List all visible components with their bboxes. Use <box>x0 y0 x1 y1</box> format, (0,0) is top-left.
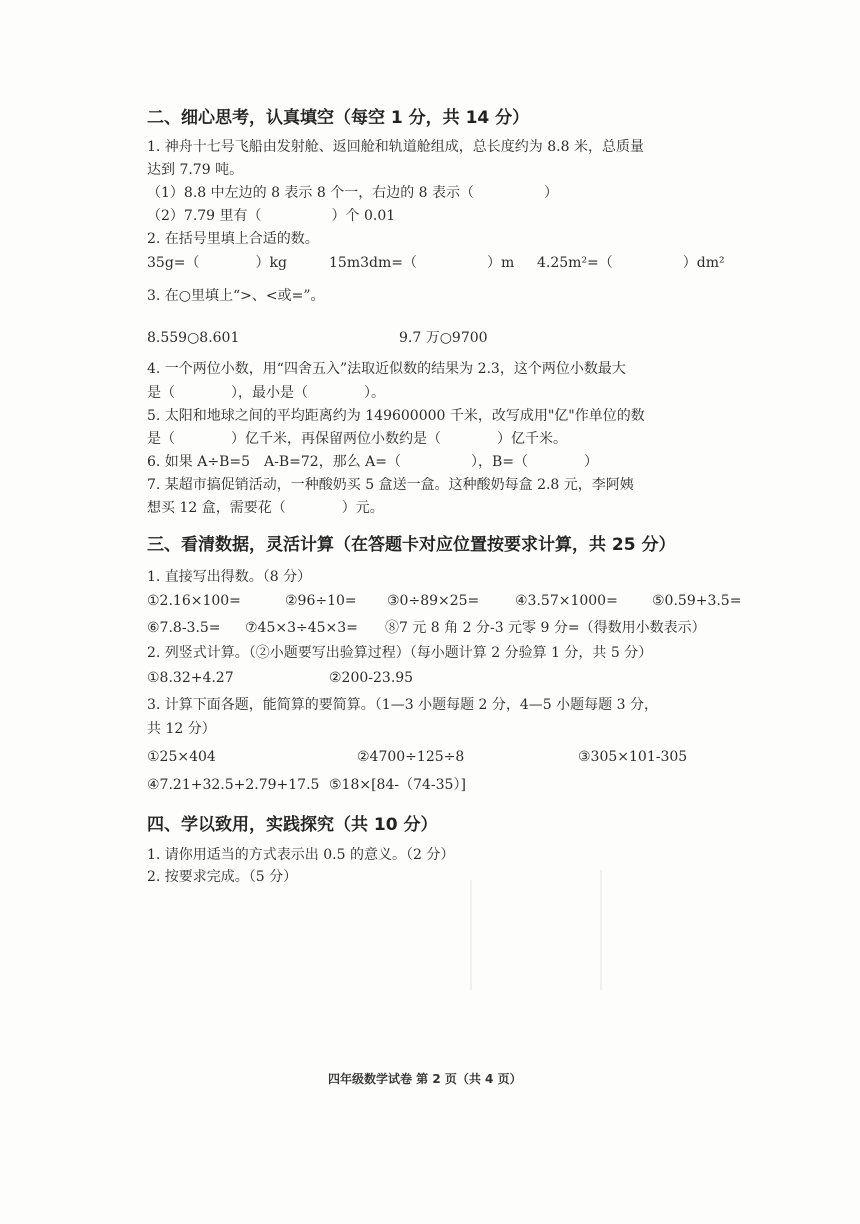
practice-q2: 2. 按要求完成。（5 分） <box>147 869 298 885</box>
q5-line1: 5. 太阳和地球之间的平均距离约为 149600000 千米，改写成用"亿"作单位的数 <box>147 408 645 424</box>
calc-item: ⑥7.8-3.5= <box>147 620 221 636</box>
q1-sub2: （2）7.79 里有（ ）个 0.01 <box>147 208 396 224</box>
q2-item-a: 35g=（ ）kg <box>147 255 287 271</box>
q1-line2: 达到 7.79 吨。 <box>147 162 244 178</box>
scan-smudge <box>470 880 472 990</box>
calc-item: ①8.32+4.27 <box>147 670 234 686</box>
calc-item: ⑤0.59+3.5= <box>652 593 742 609</box>
calc-item: ②96÷10= <box>285 593 357 609</box>
calc-item: ④7.21+32.5+2.79+17.5 <box>147 777 320 793</box>
section2-heading: 二、细心思考，认真填空（每空 1 分，共 14 分） <box>147 108 530 128</box>
q4-line1: 4. 一个两位小数，用“四舍五入”法取近似数的结果为 2.3，这个两位小数最大 <box>147 361 626 377</box>
q2-item-b: 15m3dm=（ ）m <box>329 255 515 271</box>
calc-q2-line1: 2. 列竖式计算。（②小题要写出验算过程）（每小题计算 2 分验算 1 分，共 5 分） <box>147 645 653 661</box>
q7-line1: 7. 某超市搞促销活动，一种酸奶买 5 盒送一盒。这种酸奶每盒 2.8 元，李阿姨 <box>147 477 634 493</box>
calc-item: ①25×404 <box>147 749 216 765</box>
calc-q1-line1: 1. 直接写出得数。（8 分） <box>147 569 312 585</box>
calc-item: ①2.16×100= <box>147 593 241 609</box>
calc-item: ②200-23.95 <box>329 670 414 686</box>
calc-item: ⑤18×[84-（74-35）] <box>329 777 466 793</box>
section3-heading: 三、看清数据，灵活计算（在答题卡对应位置按要求计算，共 25 分） <box>147 535 676 555</box>
q3-item-a: 8.559○8.601 <box>147 330 240 346</box>
page-footer: 四年级数学试卷 第 2 页（共 4 页） <box>328 1072 522 1086</box>
calc-item: ⑦45×3÷45×3= <box>245 620 358 636</box>
practice-q1: 1. 请你用适当的方式表示出 0.5 的意义。（2 分） <box>147 847 455 863</box>
q2-item-c: 4.25m²=（ ）dm² <box>537 255 725 271</box>
section4-heading: 四、学以致用，实践探究（共 10 分） <box>147 815 438 835</box>
q2-line1: 2. 在括号里填上合适的数。 <box>147 231 319 247</box>
calc-item: ④3.57×1000= <box>515 593 618 609</box>
scan-smudge <box>600 870 602 990</box>
calc-q3-line2: 共 12 分） <box>147 721 216 737</box>
q1-sub1: （1）8.8 中左边的 8 表示 8 个一，右边的 8 表示（ ） <box>147 185 559 201</box>
q6-line1: 6. 如果 A÷B=5 A-B=72，那么 A=（ ），B=（ ） <box>147 454 599 470</box>
calc-item: ⑧7 元 8 角 2 分-3 元零 9 分=（得数用小数表示） <box>385 620 706 636</box>
calc-q3-line1: 3. 计算下面各题，能简算的要简算。（1—3 小题每题 2 分，4—5 小题每题 3 分， <box>147 697 658 713</box>
q4-line2: 是（ ），最小是（ ）。 <box>147 385 385 401</box>
calc-item: ③0÷89×25= <box>387 593 480 609</box>
q3-line1: 3. 在○里填上“>、<或=”。 <box>147 288 325 304</box>
q3-item-b: 9.7 万○9700 <box>399 330 488 346</box>
q5-line2: 是（ ）亿千米，再保留两位小数约是（ ）亿千米。 <box>147 431 567 447</box>
calc-item: ③305×101-305 <box>578 749 688 765</box>
calc-item: ②4700÷125÷8 <box>357 749 465 765</box>
q7-line2: 想买 12 盒，需要花（ ）元。 <box>147 500 384 516</box>
q1-line1: 1. 神舟十七号飞船由发射舱、返回舱和轨道舱组成，总长度约为 8.8 米，总质量 <box>147 139 644 155</box>
